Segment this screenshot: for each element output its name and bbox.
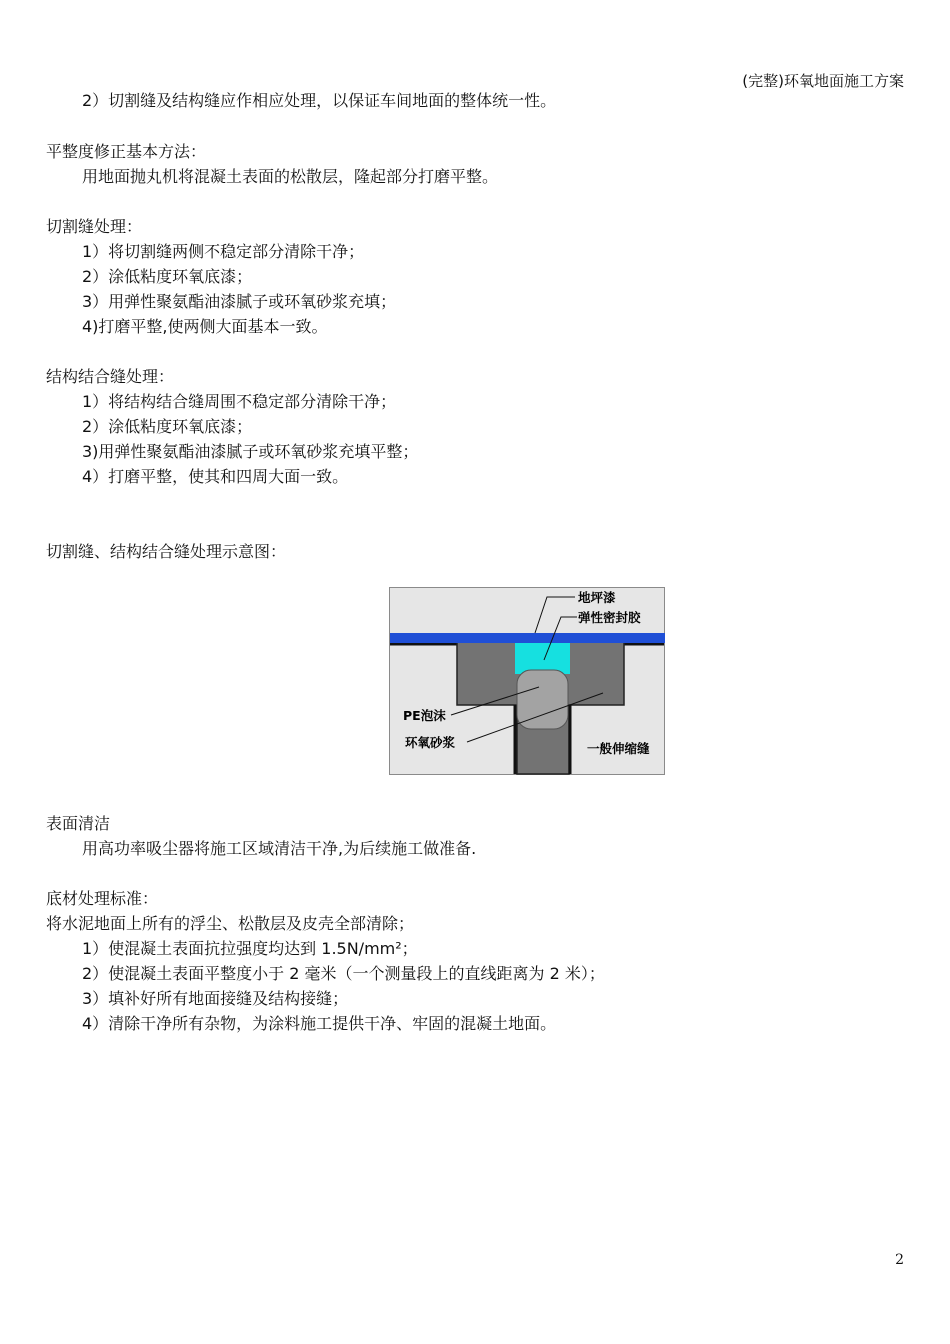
floor-paint-coating [390, 633, 665, 643]
label-elastic-sealant: 弹性密封胶 [578, 610, 641, 625]
list-item: 3）用弹性聚氨酯油漆腻子或环氧砂浆充填； [82, 292, 397, 311]
page-number: 2 [895, 1252, 904, 1268]
text-line: 用地面抛丸机将混凝土表面的松散层，隆起部分打磨平整。 [82, 167, 499, 186]
text-line: 2）切割缝及结构缝应作相应处理，以保证车间地面的整体统一性。 [82, 91, 557, 110]
list-item: 4)打磨平整,使两侧大面基本一致。 [82, 317, 328, 336]
list-item: 1）将切割缝两侧不稳定部分清除干净； [82, 242, 365, 261]
page-header: (完整)环氧地面施工方案 [742, 72, 904, 90]
section-heading: 底材处理标准： [46, 889, 159, 908]
list-item: 1）将结构结合缝周围不稳定部分清除干净； [82, 392, 397, 411]
list-item: 4）打磨平整，使其和四周大面一致。 [82, 467, 349, 486]
text-line: 将水泥地面上所有的浮尘、松散层及皮壳全部清除； [46, 914, 415, 933]
label-floor-paint: 地坪漆 [578, 590, 616, 605]
list-item: 2）涂低粘度环氧底漆； [82, 267, 253, 286]
list-item: 1）使混凝土表面抗拉强度均达到 1.5N/mm²； [82, 939, 418, 958]
label-pe-foam: PE泡沫 [403, 708, 446, 723]
section-heading: 表面清洁 [46, 814, 111, 833]
list-item: 2）涂低粘度环氧底漆； [82, 417, 253, 436]
list-item: 3)用弹性聚氨酯油漆腻子或环氧砂浆充填平整； [82, 442, 419, 461]
section-heading: 切割缝处理： [46, 217, 143, 236]
text-line: 用高功率吸尘器将施工区域清洁干净,为后续施工做准备. [82, 839, 477, 858]
section-heading: 平整度修正基本方法： [46, 142, 207, 161]
joint-treatment-diagram [389, 587, 665, 775]
label-epoxy-mortar: 环氧砂浆 [405, 735, 456, 750]
list-item: 4）清除干净所有杂物，为涂料施工提供干净、牢固的混凝土地面。 [82, 1014, 557, 1033]
pe-foam-rod [517, 670, 568, 729]
list-item: 3）填补好所有地面接缝及结构接缝； [82, 989, 349, 1008]
section-heading: 结构结合缝处理： [46, 367, 175, 386]
elastic-sealant [515, 642, 570, 674]
figure-caption: 切割缝、结构结合缝处理示意图： [46, 542, 287, 561]
list-item: 2）使混凝土表面平整度小于 2 毫米（一个测量段上的直线距离为 2 米）； [82, 964, 605, 983]
label-expansion-joint: 一般伸缩缝 [587, 741, 650, 756]
